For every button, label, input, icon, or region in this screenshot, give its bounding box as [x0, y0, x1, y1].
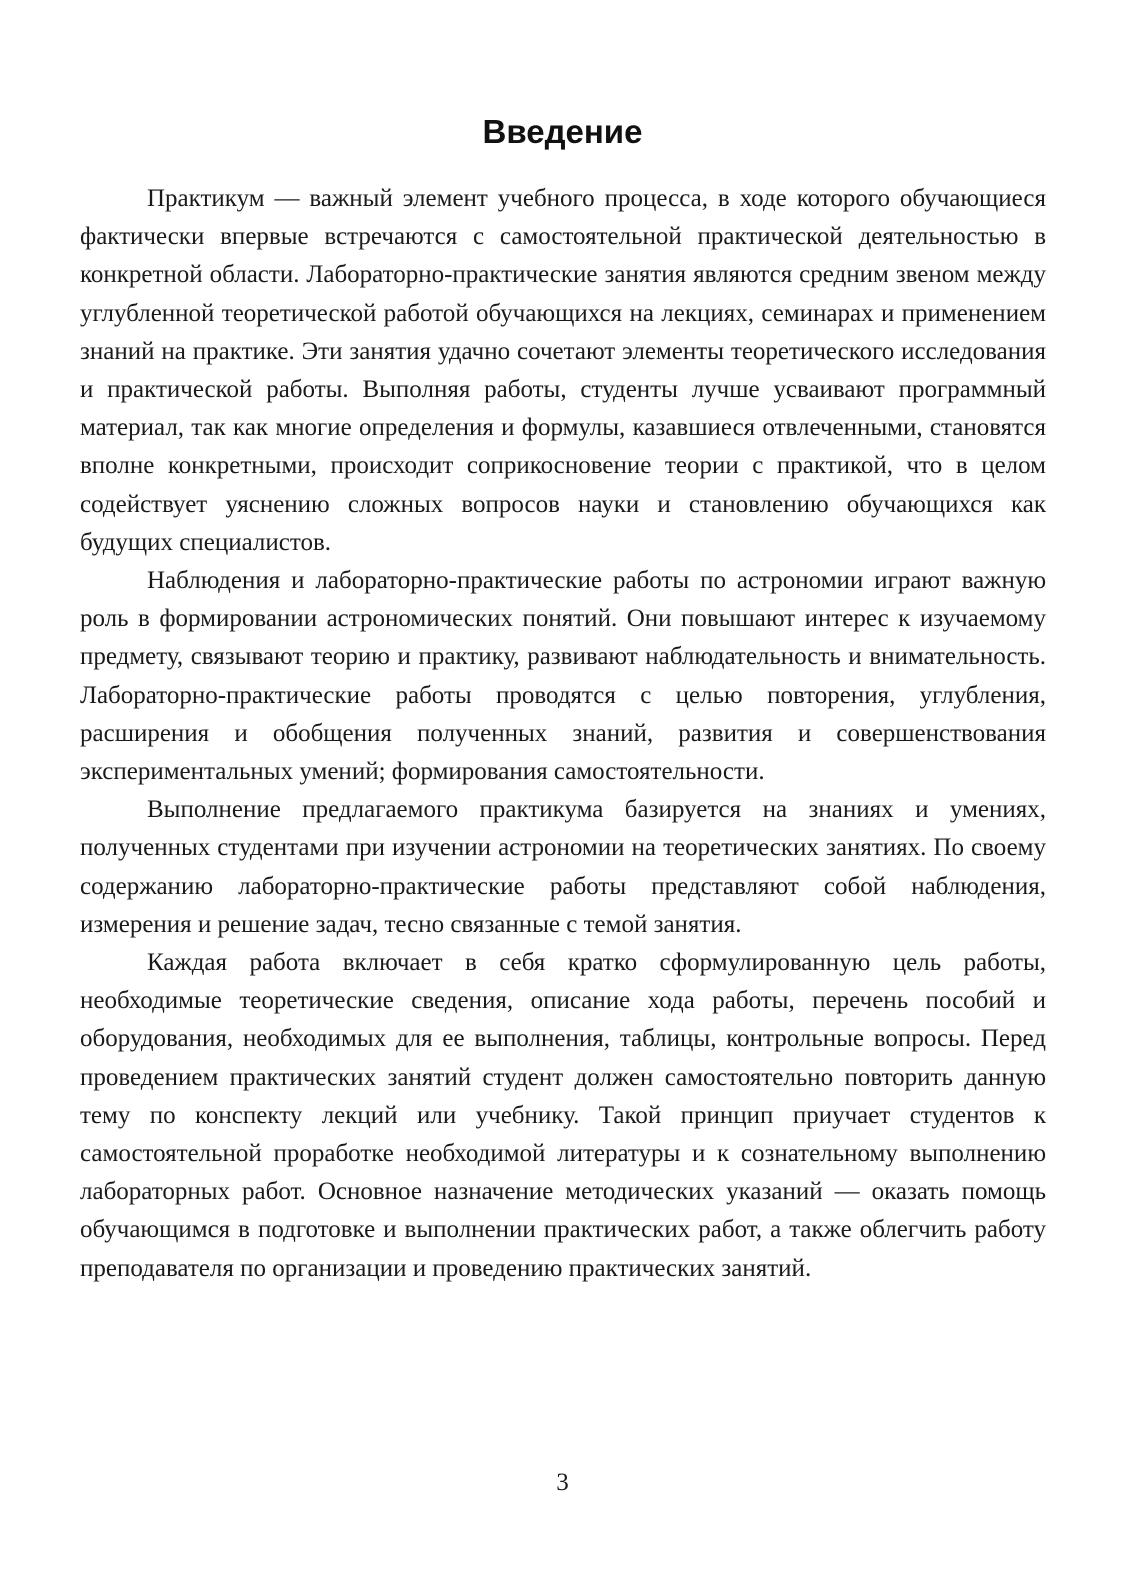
paragraph-intro: Практикум — важный элемент учебного процесса, в ходе которого обучающиеся фактически впервые встречаются с самостоятельной практической деятельностью в конкретной области. Лабораторно-практические занятия являются средним звеном между углубленной теоретической работой обучающихся на лекциях, семинарах и применением знаний на практике. Эти занятия удачно сочетают элементы теоретического исследования и практической работы. Выполняя работы, студенты лучше усваивают программный материал, так как многие определения и формулы, казавшиеся отвлеченными, становятся вполне конкретными, происходит соприкосновение теории с практикой, что в целом содействует уяснению сложных вопросов науки и становлению обучающихся как будущих специалистов.	[80, 185, 1046, 556]
page-number: 3	[556, 1469, 569, 1496]
paragraph-work-structure: Каждая работа включает в себя кратко сформулированную цель работы, необходимые теоретические сведения, описание хода работы, перечень пособий и оборудования, необходимых для ее выполнения, таблицы, контрольные вопросы. Перед проведением практических занятий студент должен самостоятельно повторить данную тему по конспекту лекций или учебнику. Такой принцип приучает студентов к самостоятельной проработке необходимой литературы и к сознательному выполнению лабораторных работ. Основное назначение методических указаний — оказать помощь обучающимся в подготовке и выполнении практических работ, а также облегчить работу преподавателя по организации и проведению практических занятий.	[80, 949, 1046, 1282]
body-text	[80, 180, 1046, 1288]
paragraph-practicum-basis: Выполнение предлагаемого практикума базируется на знаниях и умениях, полученных студентами при изучении астрономии на теоретических занятиях. По своему содержанию лабораторно-практические работы представляют собой наблюдения, измерения и решение задач, тесно связанные с темой занятия.	[80, 796, 1046, 938]
paragraph-observations: Наблюдения и лабораторно-практические работы по астрономии играют важную роль в формировании астрономических понятий. Они повышают интерес к изучаемому предмету, связывают теорию и практику, развивают наблюдательность и внимательность. Лабораторно-практические работы проводятся с целью повторения, углубления, расширения и обобщения полученных знаний, развития и совершенствования экспериментальных умений; формирования самостоятельности.	[80, 567, 1046, 786]
page-title: Введение	[482, 113, 643, 150]
